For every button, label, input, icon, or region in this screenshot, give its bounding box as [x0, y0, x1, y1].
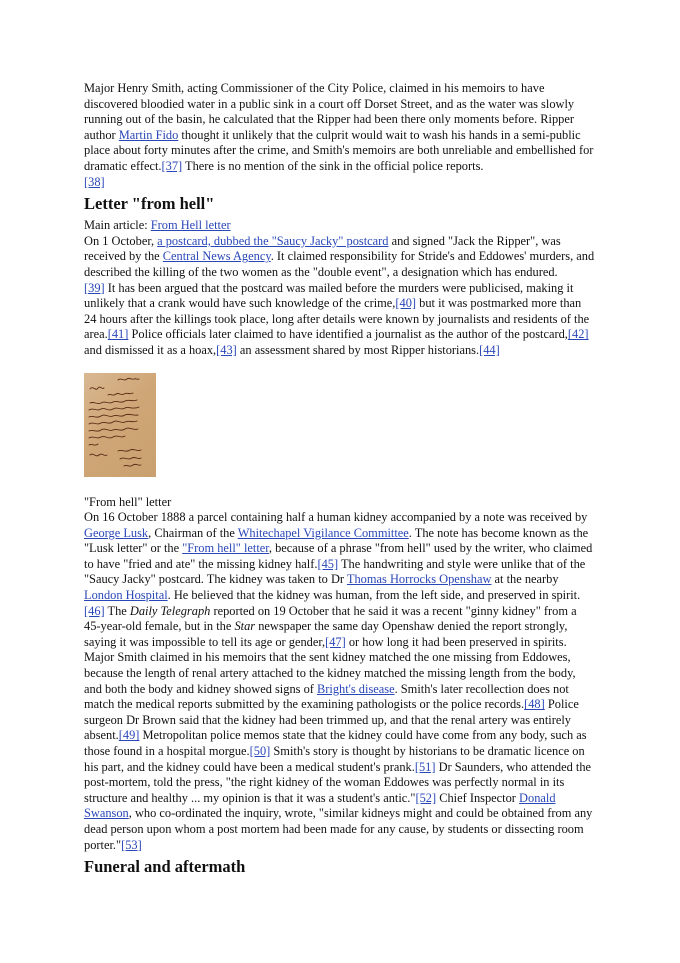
link-donald-swanson[interactable]: Donald Swanson [84, 790, 556, 821]
main-article-label: Main article: [84, 218, 151, 233]
text: On 16 October 1888 a parcel containing half a human kidney accompanied by a note was received by [84, 510, 588, 525]
link-brights-disease[interactable]: Bright's disease [316, 681, 395, 696]
paragraph-sink [84, 81, 596, 190]
ref-44[interactable]: [44] [479, 342, 500, 357]
from-hell-letter-image[interactable] [84, 373, 156, 477]
text: newspaper the same day Openshaw denied the report strongly, saying it was impossible to tell its age or gender, [84, 619, 568, 649]
ref-47[interactable]: [47] [325, 634, 346, 649]
ref-42[interactable]: [42] [567, 327, 589, 342]
text: It has been argued that the postcard was mailed before the murders were publicised, making it unlikely that a crank would have such knowledge of the crime, [84, 280, 574, 311]
text: The [104, 603, 130, 618]
link-from-hell-letter-inline[interactable]: "From hell" letter [182, 541, 269, 556]
ref-39[interactable]: [39] [84, 280, 105, 295]
daily-telegraph-title: Daily Telegraph [129, 603, 211, 618]
ref-48[interactable]: [48] [524, 697, 545, 712]
ref-50[interactable]: [50] [249, 744, 271, 758]
text: There is no mention of the sink in the official police reports. [182, 158, 484, 173]
text: Police surgeon Dr Brown said that the kidney had been trimmed up, and that the renal artery was entirely absent. [84, 697, 579, 743]
text: but it was postmarked more than 24 hours after the killings took place, long after details were known by journalists and residents of the area. [84, 296, 590, 342]
ref-46[interactable]: [46] [84, 603, 105, 618]
text: On 1 October, [84, 233, 158, 248]
ref-43[interactable]: [43] [216, 342, 237, 357]
text: reported on 19 October that he said it was a recent "ginny kidney" from a 45-year-old female, but in the [84, 603, 577, 634]
text: an assessment shared by most Ripper historians. [236, 342, 480, 357]
link-martin-fido[interactable]: Martin Fido [118, 127, 179, 142]
link-thomas-horrocks-openshaw[interactable]: Thomas Horrocks Openshaw [346, 572, 492, 587]
ref-38[interactable]: [38] [84, 174, 105, 189]
link-whitechapel-vigilance-committee[interactable]: Whitechapel Vigilance Committee [237, 525, 409, 540]
image-caption: "From hell" letter [84, 494, 172, 509]
main-article-note [84, 218, 596, 234]
text: Police officials later claimed to have identified a journalist as the author of the postcard, [128, 327, 568, 342]
link-george-lusk[interactable]: George Lusk [84, 525, 149, 540]
text: . Smith's later recollection does not match the medical reports submitted by the examining pathologists or the police records. [84, 681, 569, 712]
text: The handwriting and style were unlike that of the "Saucy Jacky" postcard. The kidney was taken to Dr [84, 556, 586, 587]
star-newspaper-title: Star [234, 619, 256, 634]
ref-52[interactable]: [52] [415, 790, 437, 805]
text: thought it unlikely that the culprit would wait to wash his hands in a semi-public place about forty minutes after the crime, and Smith's memoirs are both unreliable and embellished for dramatic effect. [84, 127, 594, 173]
ref-40[interactable]: [40] [395, 296, 417, 311]
link-central-news-agency[interactable]: Central News Agency [162, 249, 271, 264]
paragraph-saucy-jacky [84, 234, 596, 359]
ref-53[interactable]: [53] [121, 837, 142, 852]
link-london-hospital[interactable]: London Hospital [84, 588, 168, 603]
ref-45[interactable]: [45] [317, 556, 339, 571]
ref-37[interactable]: [37] [161, 158, 183, 173]
text: Major Henry Smith, acting Commissioner of the City Police, claimed in his memoirs to have discovered bloodied water in a public sink in a court off Dorset Street, and as the water was slowly running out of the basin, he calculated that the Ripper had been there only moments before. Ripper author [84, 81, 575, 142]
link-saucy-jacky-postcard[interactable]: a postcard, dubbed the "Saucy Jacky" postcard [157, 233, 389, 248]
ref-41[interactable]: [41] [107, 327, 129, 342]
text: at the nearby [491, 572, 559, 587]
paragraph-lusk-letter [84, 510, 596, 853]
text: Dr Saunders, who attended the post-mortem, told the press, "the right kidney of the woman Eddowes was perfectly normal in its structure and healthy ... my opinion is that it was a student's antic." [84, 759, 592, 805]
ref-51[interactable]: [51] [414, 759, 436, 774]
text: Metropolitan police memos state that the kidney could have come from any body, such as those found in a hospital morgue. [84, 728, 587, 758]
text: and dismissed it as a hoax, [84, 342, 217, 357]
text: , who co-ordinated the inquiry, wrote, "similar kidneys might and could be obtained from any dead person upon whom a post mortem had been made for any cause, by students or dissecting room porter." [84, 806, 593, 852]
handwriting-scribble [84, 373, 156, 477]
section-heading-letter-from-hell: Letter "from hell" [84, 194, 215, 214]
ref-49[interactable]: [49] [118, 728, 140, 743]
text: Smith's story is thought by historians to be dramatic licence on his part, and the kidney could have been a medical student's prank. [84, 744, 585, 774]
text: , Chairman of the [148, 525, 238, 540]
text: . He believed that the kidney was human, from the left side, and preserved in spirit. [167, 588, 581, 603]
text: or how long it had been preserved in spirits. Major Smith claimed in his memoirs that the sent kidney matched the one missing from Eddowes, because the length of renal artery attached to the kidney matched the missing length from the body, and both the body and kidney showed signs of [84, 634, 576, 696]
text: and signed "Jack the Ripper", was received by the [84, 233, 561, 264]
text: . It claimed responsibility for Stride's and Eddowes' murders, and described the killing of the two women as the "double event", a designation which has endured. [84, 249, 595, 279]
link-from-hell-letter[interactable]: From Hell letter [150, 218, 231, 233]
text: Chief Inspector [436, 790, 520, 805]
text: , because of a phrase "from hell" used by the writer, who claimed to have "fried and ate" the missing kidney half. [84, 541, 593, 571]
text: . The note has become known as the "Lusk letter" or the [84, 525, 589, 556]
section-heading-funeral-and-aftermath: Funeral and aftermath [84, 857, 246, 877]
